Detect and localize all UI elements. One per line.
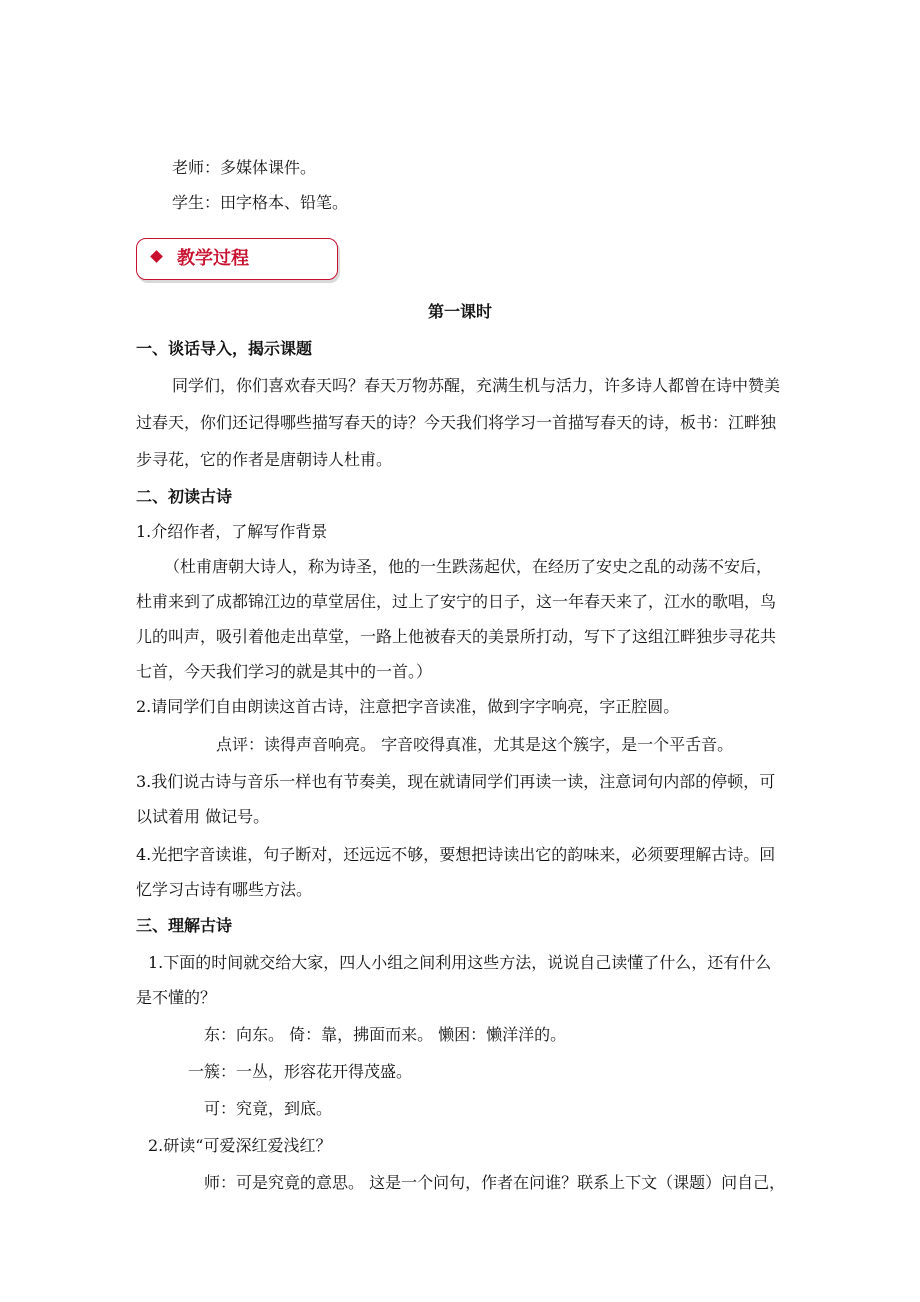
section2-item2: 2.请同学们自由朗读这首古诗，注意把字音读准，做到字字响亮，字正腔圆。 (136, 697, 680, 716)
bio-line: （杜甫唐朝大诗人，称为诗圣，他的一生跌荡起伏，在经历了安史之乱的动荡不安后， (164, 557, 773, 576)
section3-item1-line: 是不懂的？ (136, 988, 217, 1007)
section2-heading: 二、初读古诗 (136, 487, 233, 506)
bio-line: 儿的叫声，吸引着他走出草堂，一路上他被春天的美景所打动，写下了这组江畔独步寻花共 (136, 627, 777, 646)
comment-line: 点评：读得声音响亮。 字音咬得真准，尤其是这个簇字，是一个平舌音。 (216, 735, 734, 754)
bio-line: 七首，今天我们学习的就是其中的一首。） (136, 662, 433, 681)
section1-heading: 一、谈话导入，揭示课题 (136, 339, 313, 358)
diamond-icon (150, 250, 163, 263)
section-banner (136, 238, 338, 280)
materials-teacher: 老师：多媒体课件。 (172, 158, 317, 177)
gloss-line: 东：向东。 倚：靠，拂面而来。 懒困：懒洋洋的。 (204, 1025, 567, 1044)
gloss-line: 可：究竟，到底。 (204, 1099, 333, 1118)
gloss-line: 一簇：一丛，形容花开得茂盛。 (188, 1062, 413, 1081)
section3-item2: 2.研读“可爱深红爱浅红？ (148, 1136, 332, 1155)
lesson-title: 第一课时 (427, 302, 492, 321)
section2-item3-line: 3.我们说古诗与音乐一样也有节奏美，现在就请同学们再读一读，注意词句内部的停顿，可 (136, 772, 776, 791)
section1-para-line: 过春天，你们还记得哪些描写春天的诗？今天我们将学习一首描写春天的诗，板书：江畔独 (136, 413, 777, 432)
materials-student: 学生：田字格本、铅笔。 (172, 193, 349, 212)
section2-item4-line: 4.光把字音读谁，句子断对，还远远不够，要想把诗读出它的韵味来，必须要理解古诗。回 (136, 845, 776, 864)
section2-item1: 1.介绍作者，了解写作背景 (136, 522, 328, 541)
bio-line: 杜甫来到了成都锦江边的草堂居住，过上了安宁的日子，这一年春天来了，江水的歌唱，鸟 (136, 592, 777, 611)
section3-heading: 三、理解古诗 (136, 916, 233, 935)
section3-item1-line: 1.下面的时间就交给大家，四人小组之间利用这些方法，说说自己读懂了什么，还有什么 (148, 953, 772, 972)
section1-para-line: 步寻花，它的作者是唐朝诗人杜甫。 (136, 450, 393, 469)
section2-item3-line: 以试着用 做记号。 (136, 807, 270, 826)
section2-item4-line: 忆学习古诗有哪些方法。 (136, 880, 313, 899)
banner-title: 教学过程 (177, 248, 249, 269)
section1-para-line: 同学们，你们喜欢春天吗？春天万物苏醒，充满生机与活力，许多诗人都曾在诗中赞美 (172, 376, 781, 395)
teacher-line: 师：可是究竟的意思。 这是一个问句，作者在问谁？联系上下文（课题）问自己， (204, 1173, 786, 1192)
